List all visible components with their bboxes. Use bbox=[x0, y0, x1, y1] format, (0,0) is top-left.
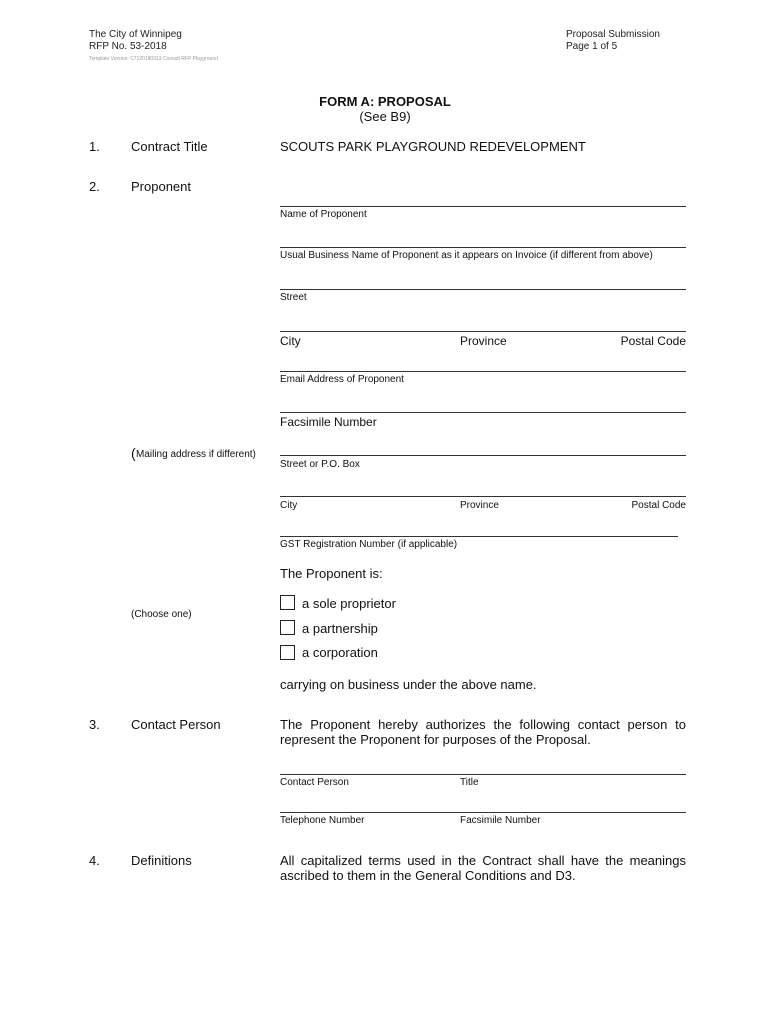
contact-person-label: Contact Person bbox=[280, 777, 349, 788]
section-2-label: Proponent bbox=[131, 179, 191, 194]
section-1-number: 1. bbox=[89, 139, 100, 154]
email-field[interactable] bbox=[280, 371, 686, 372]
form-title: FORM A: PROPOSAL bbox=[319, 94, 451, 109]
street-label: Street bbox=[280, 292, 307, 303]
sole-proprietor-label: a sole proprietor bbox=[302, 596, 396, 611]
section-4-label: Definitions bbox=[131, 853, 192, 868]
mailing-city-field[interactable] bbox=[280, 496, 686, 497]
template-version: Template Version: C7120180313 Consult RFP Playground bbox=[89, 56, 218, 62]
city-label: City bbox=[280, 334, 301, 348]
telephone-fax-field[interactable] bbox=[280, 812, 686, 813]
proponent-is-label: The Proponent is: bbox=[280, 566, 383, 581]
section-3-number: 3. bbox=[89, 717, 100, 732]
usual-business-name-label: Usual Business Name of Proponent as it appears on Invoice (if different from above) bbox=[280, 250, 653, 261]
sole-proprietor-checkbox[interactable] bbox=[280, 595, 295, 610]
fax-field[interactable] bbox=[280, 412, 686, 413]
section-3-label: Contact Person bbox=[131, 717, 221, 732]
mailing-street-field[interactable] bbox=[280, 455, 686, 456]
mailing-province-label: Province bbox=[460, 500, 499, 511]
email-label: Email Address of Proponent bbox=[280, 374, 404, 385]
mailing-paren: ( bbox=[131, 445, 136, 461]
org-name: The City of Winnipeg bbox=[89, 29, 182, 40]
page-number: Page 1 of 5 bbox=[566, 41, 618, 52]
choose-one-label: (Choose one) bbox=[131, 609, 192, 620]
mailing-postal-label: Postal Code bbox=[631, 500, 686, 511]
contact-title-label: Title bbox=[460, 777, 479, 788]
definitions-text: All capitalized terms used in the Contract shall have the meanings ascribed to them in the General Conditions and D3. bbox=[280, 853, 686, 883]
telephone-label: Telephone Number bbox=[280, 815, 365, 826]
street-field[interactable] bbox=[280, 289, 686, 290]
gst-label: GST Registration Number (if applicable) bbox=[280, 539, 458, 550]
province-label: Province bbox=[460, 334, 507, 348]
mailing-city-label: City bbox=[280, 500, 298, 511]
corporation-checkbox[interactable] bbox=[280, 645, 295, 660]
proponent-name-label: Name of Proponent bbox=[280, 209, 367, 220]
mailing-street-label: Street or P.O. Box bbox=[280, 459, 360, 470]
section-4-number: 4. bbox=[89, 853, 100, 868]
rfp-number: RFP No. 53-2018 bbox=[89, 41, 167, 52]
section-1-label: Contract Title bbox=[131, 139, 208, 154]
postal-code-label: Postal Code bbox=[620, 334, 686, 348]
usual-business-name-field[interactable] bbox=[280, 247, 686, 248]
doc-type: Proposal Submission bbox=[566, 29, 660, 40]
contact-person-field[interactable] bbox=[280, 774, 686, 775]
fax-label: Facsimile Number bbox=[280, 415, 377, 429]
city-province-postal-field[interactable] bbox=[280, 331, 686, 332]
section-2-number: 2. bbox=[89, 179, 100, 194]
gst-field[interactable] bbox=[280, 536, 678, 537]
partnership-label: a partnership bbox=[302, 621, 378, 636]
partnership-checkbox[interactable] bbox=[280, 620, 295, 635]
mailing-address-label: Mailing address if different) bbox=[136, 449, 256, 460]
corporation-label: a corporation bbox=[302, 645, 378, 660]
contact-authorization-text: The Proponent hereby authorizes the following contact person to represent the Proponent for purposes of the Proposal. bbox=[280, 717, 686, 747]
carrying-on-text: carrying on business under the above name. bbox=[280, 677, 537, 692]
form-see: (See B9) bbox=[359, 109, 411, 124]
contract-title-value: SCOUTS PARK PLAYGROUND REDEVELOPMENT bbox=[280, 139, 586, 154]
contact-fax-label: Facsimile Number bbox=[460, 815, 541, 826]
proponent-name-field[interactable] bbox=[280, 206, 686, 207]
